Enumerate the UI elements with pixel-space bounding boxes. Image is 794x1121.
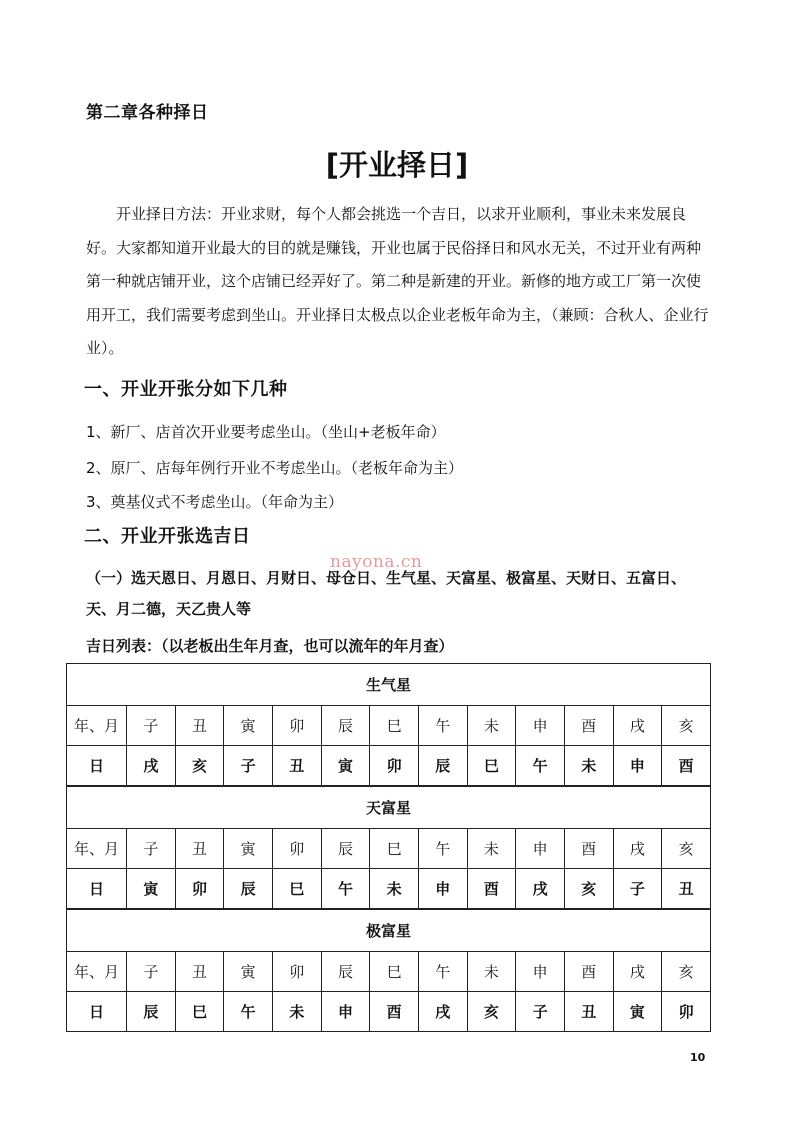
star-table (66, 909, 711, 1032)
table-cell: 子 (127, 952, 176, 992)
table-cell: 酉 (662, 746, 711, 786)
table-cell: 午 (321, 869, 370, 909)
table-cell: 申 (516, 952, 565, 992)
table-cell: 申 (321, 992, 370, 1032)
table-caption: 生气星 (67, 664, 711, 706)
table-cell: 未 (467, 706, 516, 746)
table-cell: 子 (224, 746, 273, 786)
table-cell: 酉 (370, 992, 419, 1032)
table-cell: 未 (467, 952, 516, 992)
table-cell: 午 (418, 706, 467, 746)
table-cell: 亥 (662, 829, 711, 869)
table-row (67, 952, 711, 992)
page-title: [开业择日] (325, 148, 469, 182)
table-caption: 极富星 (67, 910, 711, 952)
table-row-label: 年、月 (67, 706, 127, 746)
table-row (67, 992, 711, 1032)
table-cell: 酉 (467, 869, 516, 909)
table-cell: 酉 (564, 829, 613, 869)
table-cell: 午 (418, 952, 467, 992)
section-heading-auspicious: 二、开业开张选吉日 (84, 526, 251, 547)
auspicious-days-subheading: （一）选天恩日、月恩日、月财日、母仓日、生气星、天富星、极富星、天财日、五富日、天、月二德，天乙贵人等 (86, 569, 687, 618)
table-cell: 亥 (467, 992, 516, 1032)
table-cell: 寅 (613, 992, 662, 1032)
table-cell: 寅 (224, 829, 273, 869)
table-cell: 亥 (662, 706, 711, 746)
table-cell: 戌 (127, 746, 176, 786)
table-row (67, 829, 711, 869)
table-cell: 巳 (370, 952, 419, 992)
table-cell: 申 (516, 829, 565, 869)
table-cell: 丑 (662, 869, 711, 909)
table-cell: 未 (272, 992, 321, 1032)
table-cell: 卯 (370, 746, 419, 786)
table-cell: 戌 (613, 952, 662, 992)
list-item: 2、原厂、店每年例行开业不考虑坐山。（老板年命为主） (86, 459, 464, 477)
table-cell: 寅 (321, 746, 370, 786)
table-cell: 申 (418, 869, 467, 909)
list-item: 3、奠基仪式不考虑坐山。（年命为主） (86, 493, 344, 511)
table-cell: 酉 (564, 706, 613, 746)
star-table (66, 786, 711, 909)
table-cell: 辰 (321, 829, 370, 869)
star-table (66, 663, 711, 786)
table-cell: 巳 (272, 869, 321, 909)
table-cell: 辰 (321, 706, 370, 746)
table-row (67, 869, 711, 909)
table-cell: 巳 (370, 706, 419, 746)
table-cell: 未 (467, 829, 516, 869)
table-row-label: 日 (67, 992, 127, 1032)
table-cell: 亥 (175, 746, 224, 786)
table-cell: 卯 (175, 869, 224, 909)
table-cell: 辰 (224, 869, 273, 909)
table-row-label: 日 (67, 869, 127, 909)
table-cell: 辰 (127, 992, 176, 1032)
table-cell: 酉 (564, 952, 613, 992)
table-cell: 申 (613, 746, 662, 786)
table-cell: 丑 (175, 952, 224, 992)
table-cell: 巳 (175, 992, 224, 1032)
table-cell: 丑 (564, 992, 613, 1032)
table-cell: 丑 (175, 706, 224, 746)
table-cell: 午 (516, 746, 565, 786)
table-cell: 亥 (662, 952, 711, 992)
table-cell: 卯 (272, 829, 321, 869)
table-cell: 丑 (272, 746, 321, 786)
table-cell: 辰 (418, 746, 467, 786)
table-cell: 未 (370, 869, 419, 909)
table-cell: 午 (418, 829, 467, 869)
table-cell: 子 (516, 992, 565, 1032)
table-cell: 子 (127, 706, 176, 746)
table-cell: 卯 (662, 992, 711, 1032)
table-row-label: 年、月 (67, 829, 127, 869)
table-row-label: 日 (67, 746, 127, 786)
table-cell: 巳 (370, 829, 419, 869)
page-number: 10 (690, 1051, 706, 1064)
table-cell: 亥 (564, 869, 613, 909)
table-cell: 戌 (516, 869, 565, 909)
intro-paragraph: 开业择日方法：开业求财，每个人都会挑选一个吉日，以求开业顺利，事业未来发展良好。大家都知道开业最大的目的就是赚钱，开业也属于民俗择日和风水无关，不过开业有两种第一种就店铺开业，这个店铺已经弄好了。第二种是新建的开业。新修的地方或工厂第一次使用开工，我们需要考虑到坐山。开业择日太极点以企业老板年命为主，（兼顾：合秋人、企业行业）。 (86, 205, 709, 357)
table-cell: 午 (224, 992, 273, 1032)
table-row-label: 年、月 (67, 952, 127, 992)
table-cell: 卯 (272, 952, 321, 992)
table-cell: 寅 (224, 952, 273, 992)
table-row (67, 706, 711, 746)
table-cell: 巳 (467, 746, 516, 786)
table-cell: 未 (564, 746, 613, 786)
table-cell: 寅 (127, 869, 176, 909)
table-cell: 辰 (321, 952, 370, 992)
watermark: nayona.cn (330, 552, 423, 572)
table-cell: 丑 (175, 829, 224, 869)
table-cell: 戌 (418, 992, 467, 1032)
list-item: 1、新厂、店首次开业要考虑坐山。（坐山+老板年命） (86, 423, 446, 441)
table-cell: 戌 (613, 829, 662, 869)
chapter-title: 第二章各种择日 (86, 103, 209, 123)
table-cell: 寅 (224, 706, 273, 746)
section-heading-kinds: 一、开业开张分如下几种 (84, 379, 288, 400)
table-cell: 子 (127, 829, 176, 869)
table-cell: 申 (516, 706, 565, 746)
table-cell: 子 (613, 869, 662, 909)
table-cell: 戌 (613, 706, 662, 746)
table-row (67, 746, 711, 786)
table-caption: 天富星 (67, 787, 711, 829)
list-title: 吉日列表：（以老板出生年月查，也可以流年的年月查） (86, 637, 454, 655)
table-cell: 卯 (272, 706, 321, 746)
